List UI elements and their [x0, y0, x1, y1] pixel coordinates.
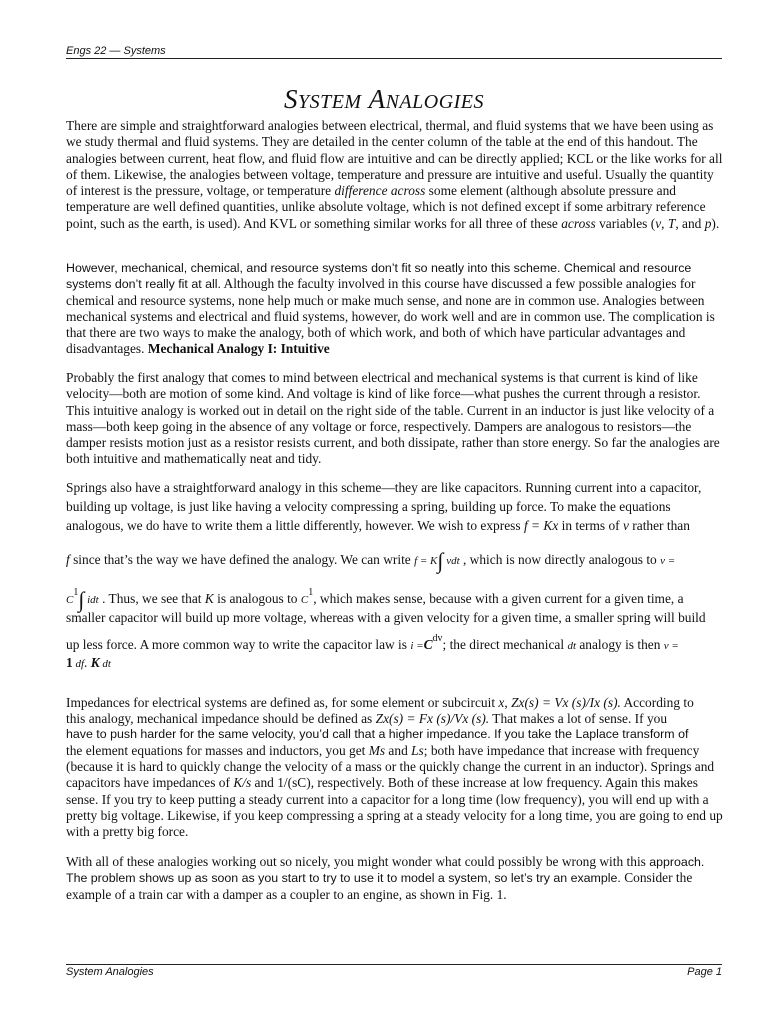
running-footer: System Analogies [66, 966, 154, 978]
fraction-dt: dt [567, 640, 576, 652]
variable-p: p [704, 215, 712, 231]
text: is analogous to [213, 591, 301, 606]
variable-c: C [300, 594, 309, 606]
springs-line-6: smaller capacitor will build up more voltage, whereas with a given velocity for a given time, a smaller spring will build [66, 610, 706, 625]
impedance-line-4 [66, 743, 726, 759]
text: some element (although absolute pressure and temperature are well defined quantities, unlike absolute voltage, which is not defined except if some arbitrary reference point, such as the earth, is used). And KVL or something similar works for all three of these [66, 183, 706, 231]
equation: v = [660, 555, 676, 567]
springs-line-7 [66, 633, 726, 653]
integral-symbol: ∫ [437, 548, 444, 573]
variable-c: C [423, 637, 433, 652]
equation: f = Kx [523, 518, 559, 533]
paragraph-mechanical [66, 260, 726, 358]
text: in terms of [558, 518, 623, 533]
emphasis: difference across [334, 183, 426, 199]
emphasis: across [561, 215, 596, 231]
variable-x: x [498, 695, 505, 710]
fraction-numerator: 1 [73, 587, 79, 598]
text: . [84, 655, 91, 670]
text: , which is now directly analogous to [459, 552, 661, 567]
text: ). [711, 215, 720, 231]
term-ls: Ls [411, 743, 424, 758]
text: ; the direct mechanical [442, 637, 568, 652]
variable-v: v [655, 215, 662, 231]
equation: v = [663, 640, 679, 652]
text: With all of these analogies working out so nicely, you might wonder what could possibly be wrong with this [66, 854, 650, 869]
equation: i = [410, 640, 424, 652]
title-nalogies: NALOGIES [385, 91, 485, 113]
variable-t: T [667, 215, 676, 231]
text: , which makes sense, because with a given current for a given time, a [313, 591, 684, 606]
text: the element equations for masses and inductors, you get [66, 743, 369, 758]
text: Impedances for electrical systems are defined as, for some element or subcircuit [66, 695, 499, 710]
title-ystem: YSTEM [297, 91, 362, 113]
springs-line-1: Springs also have a straightforward analogy in this scheme—they are like capacitors. Running current into a capacitor, [66, 480, 702, 495]
fraction-dt: dt [99, 658, 111, 670]
sans-text: approach. The problem shows up as soon as you start to try to use it to model a system, so let’s try an example. [66, 855, 705, 886]
variable-k: K [204, 591, 214, 606]
equation: Zx(s) = Fx (s)/Vx (s). [375, 711, 490, 726]
equation: Zx(s) = Vx (s)/Ix (s). [511, 695, 621, 710]
fraction-dv: dv [432, 633, 443, 644]
variable-f: f [66, 552, 70, 567]
variable-k: K [90, 655, 100, 670]
title-a: A [368, 84, 386, 114]
text: According to [620, 695, 694, 710]
variable-v: v [622, 518, 629, 533]
text: (because it is hard to quickly change the velocity of a mass or the quickly change the current in an inductor). Springs and capacitors have impedances of [66, 759, 715, 791]
equation: idt [84, 594, 99, 606]
section-heading: Mechanical Analogy I: Intuitive [147, 341, 330, 357]
impedance-line-3: have to push harder for the same velocity, you’d call that a higher impedance. If you take the Laplace transform of [66, 727, 689, 741]
text: analogy is then [576, 637, 664, 652]
text: ; both have impedance that increase with frequency [423, 743, 700, 758]
text: variables ( [595, 215, 656, 231]
fraction-df: df [72, 658, 85, 670]
text: and [385, 743, 412, 758]
springs-line-4 [66, 548, 726, 574]
text: this analogy, mechanical impedance should be defined as [66, 711, 376, 726]
text: rather than [628, 518, 690, 533]
running-header: Engs 22 — Systems [66, 45, 166, 57]
text: Consider the example of a train car with a damper as a coupler to an engine, as shown in Fig. 1. [66, 870, 693, 902]
fraction-one: 1 [66, 655, 73, 670]
springs-line-2: building up voltage, is just like having a velocity compressing a spring, building up force. To make the equations [66, 499, 671, 514]
text: There are simple and straightforward analogies between electrical, thermal, and fluid systems that we have been using as we study thermal and fluid systems. They are detailed in the center column of the table at the end of this handout. The analogies between current, heat flow, and fluid flow are intuitive and can be directly applied; KCL or the like works for all of them. Likewise, the analogies between voltage, temperature and pressure are intuitive and useful. Usually the quantity of interest is the pressure, voltage, or temperature [66, 118, 723, 199]
text: Although the faculty involved in this course have discussed a few possible analogies for chemical and resource systems, none help much or make much sense, and none are in common use. Analogies between mechanical systems and electrical and fluid systems, however, do work well and are in common use. The complication is that there are two ways to make the analogy, both of which work, and both of which have particular advantages and disadvantages. [66, 276, 715, 357]
text: , [504, 695, 512, 710]
paragraph-intuitive: Probably the first analogy that comes to mind between electrical and mechanical systems is that current is kind of like velocity—both are motion of some kind. And voltage is kind of like force—what pushes the current through a resistor. This intuitive analogy is worked out in detail on the right side of the table. Current in an inductor is just like velocity of a mass—both keep going in the absence of any voltage or force, respectively. Dampers are analogous to resistors—the damper resists motion just as a resistor resists current, and both dissipate, rather than store energy. So far the analogies are both intuitive and mathematically neat and tidy. [66, 370, 720, 467]
impedance-line-2 [66, 711, 726, 727]
text: up less force. A more common way to write the capacitor law is [66, 637, 411, 652]
variable-c: C [66, 594, 74, 606]
impedance-line-1 [66, 695, 726, 711]
text: . Thus, we see that [98, 591, 205, 606]
text: since that’s the way we have defined the analogy. We can write [69, 552, 415, 567]
equation: f = K [414, 555, 438, 567]
footer-rule [66, 964, 722, 965]
page-number: Page 1 [687, 966, 722, 978]
sans-text: However, mechanical, chemical, and resource systems don’t fit so neatly into this scheme. Chemical and resource systems don’t really fit at all. [66, 261, 692, 292]
text: and 1/(sC), respectively. Both of these increase at low frequency. Again this makes sense. If you try to keep putting a steady current into a capacitor for a long time (low frequency), you will end up with a pretty big voltage. Likewise, if you keep compressing a spring at a steady velocity for a long time, you are going to end up with a pretty big force. [66, 775, 723, 840]
impedance-rest [66, 759, 726, 840]
paragraph-example [66, 854, 726, 903]
text: , and [675, 215, 705, 231]
page-title [0, 84, 768, 115]
title-s: S [283, 84, 298, 114]
term-ms: Ms [368, 743, 386, 758]
text: analogous, we do have to write them a little differently, however. We wish to express [66, 518, 524, 533]
text: That makes a lot of sense. If you [489, 711, 668, 726]
fraction-numerator: 1 [308, 587, 314, 598]
springs-line-3 [66, 518, 726, 534]
equation: vdt [443, 555, 460, 567]
integral-symbol: ∫ [78, 587, 85, 612]
term-ks: K/s [233, 775, 252, 791]
header-rule [66, 58, 722, 59]
text: , [661, 215, 668, 231]
paragraph-intro [66, 118, 726, 232]
springs-line-8 [66, 655, 726, 671]
